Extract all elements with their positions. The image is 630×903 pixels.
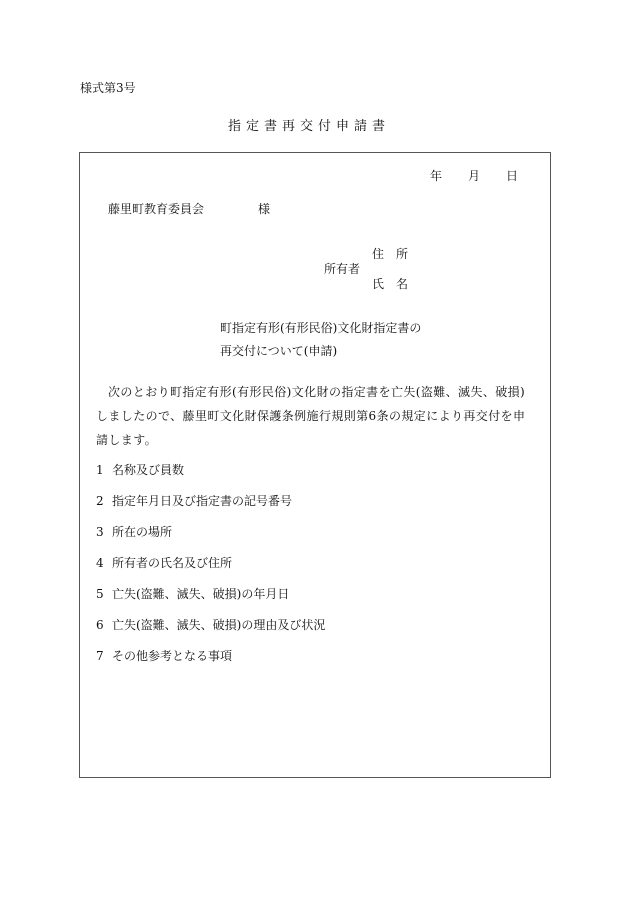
address-label: 住所	[372, 247, 421, 261]
item-number: 7	[96, 649, 104, 663]
item-number: 2	[96, 494, 104, 508]
date-day-label: 日	[506, 169, 519, 183]
date-line	[430, 170, 518, 182]
name-label: 氏名	[372, 277, 421, 291]
list-item	[96, 464, 184, 476]
list-item	[96, 526, 172, 538]
date-month-label: 月	[468, 169, 481, 183]
item-number: 1	[96, 463, 104, 477]
form-number: 様式第3号	[80, 81, 136, 95]
item-label: 所在の場所	[112, 525, 173, 539]
list-item	[96, 588, 289, 600]
item-label: 所有者の氏名及び住所	[112, 556, 233, 570]
owner-label: 所有者	[324, 262, 361, 276]
item-number: 4	[96, 556, 104, 570]
item-label: 名称及び員数	[112, 463, 185, 477]
item-label: 指定年月日及び指定書の記号番号	[112, 494, 293, 508]
item-number: 6	[96, 618, 104, 632]
list-item	[96, 495, 292, 507]
addressee-honorific: 様	[258, 202, 271, 216]
list-item	[96, 650, 232, 662]
item-label: 亡失(盗難、滅失、破損)の年月日	[112, 587, 290, 601]
item-label: 亡失(盗難、滅失、破損)の理由及び状況	[112, 618, 326, 632]
subject-line-2: 再交付について(申請)	[220, 344, 338, 358]
item-number: 5	[96, 587, 104, 601]
document-title: 指定書再交付申請書	[228, 119, 391, 134]
addressee-name: 藤里町教育委員会	[108, 202, 205, 216]
list-item	[96, 557, 232, 569]
item-label: その他参考となる事項	[112, 649, 233, 663]
item-number: 3	[96, 525, 104, 539]
body-paragraph: 次のとおり町指定有形(有形民俗)文化財の指定書を亡失(盗難、滅失、破損)しましたので、藤里町文化財保護条例施行規則第6条の規定により再交付を申請します。	[96, 385, 526, 447]
list-item	[96, 619, 325, 631]
date-year-label: 年	[430, 169, 443, 183]
subject-line-1: 町指定有形(有形民俗)文化財指定書の	[220, 321, 422, 335]
